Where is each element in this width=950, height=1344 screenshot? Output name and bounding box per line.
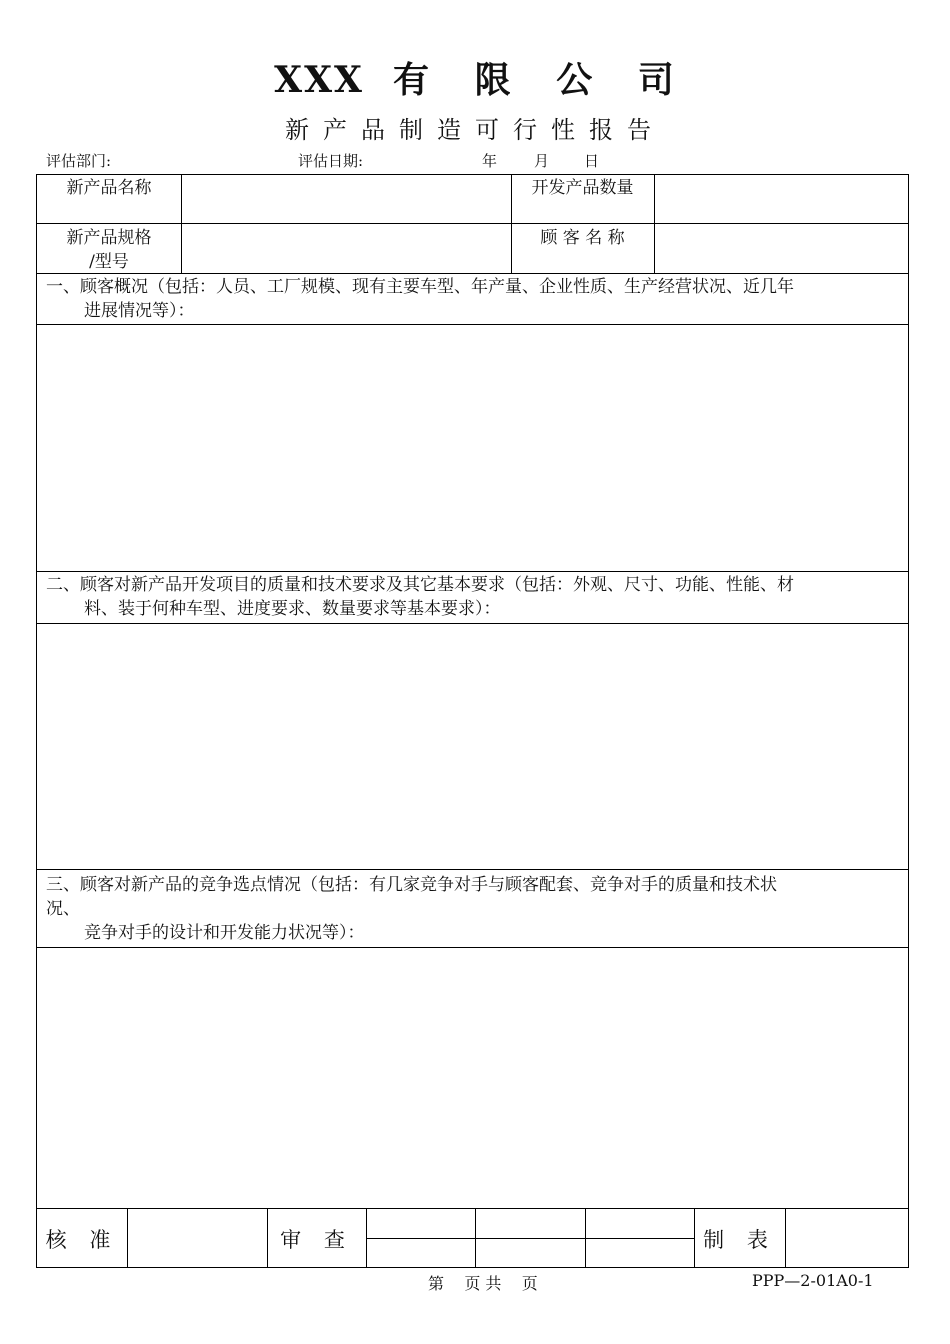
review-field-2[interactable] [476,1209,584,1237]
prepare-label: 制 表 [703,1228,776,1252]
customer-name-field[interactable] [655,224,907,272]
section3-line1: 三、顾客对新产品的竞争选点情况（包括：有几家竞争对手与顾客配套、竞争对手的质量和技术状 [46,875,777,895]
company-name: XXX 有 限 公 司 [274,59,676,101]
day-label: 日 [584,152,600,170]
section2-line1: 二、顾客对新产品开发项目的质量和技术要求及其它基本要求（包括：外观、尺寸、功能、性能、材 [46,575,794,595]
review-label: 审 查 [280,1228,353,1252]
section1-line2: 进展情况等）： [84,301,195,321]
date-label: 评估日期: [298,152,364,170]
section1-heading [46,275,902,323]
section1-content-area[interactable] [38,325,907,569]
dev-quantity-label: 开发产品数量 [531,178,634,198]
section3-line3: 竞争对手的设计和开发能力状况等）： [84,923,365,943]
spec-field[interactable] [182,224,510,272]
customer-name-label: 顾 客 名 称 [540,228,625,248]
signature-split [366,1238,694,1239]
report-title: 新产品制造可行性报告 [285,116,665,144]
section2-content-area[interactable] [38,624,907,867]
doc-code: PPP—2-01A0-1 [752,1271,874,1290]
section2-line2: 料、装于何种车型、进度要求、数量要求等基本要求）： [84,599,501,619]
section3-content-area[interactable] [38,948,907,1206]
year-label: 年 [482,152,498,170]
section1-line1: 一、顾客概况（包括：人员、工厂规模、现有主要车型、年产量、企业性质、生产经营状况、近几年 [46,277,794,297]
row-divider [37,869,908,870]
page-number: 第 页 共 页 [428,1274,538,1293]
section2-heading [46,573,902,621]
section3-heading [46,873,902,945]
review-field-3[interactable] [585,1209,693,1237]
dev-quantity-field[interactable] [655,176,907,222]
spec-label-line2: /型号 [89,252,129,272]
prepare-field[interactable] [786,1209,907,1266]
product-name-label: 新产品名称 [66,178,152,198]
month-label: 月 [534,152,550,170]
product-name-field[interactable] [182,176,510,222]
approve-field[interactable] [128,1209,266,1266]
approve-label: 核 准 [45,1228,119,1252]
review-field-1[interactable] [367,1209,475,1237]
spec-label-line1: 新产品规格 [66,228,152,248]
section3-line2: 况、 [46,899,80,919]
dept-label: 评估部门: [46,152,112,170]
row-divider [37,571,908,572]
